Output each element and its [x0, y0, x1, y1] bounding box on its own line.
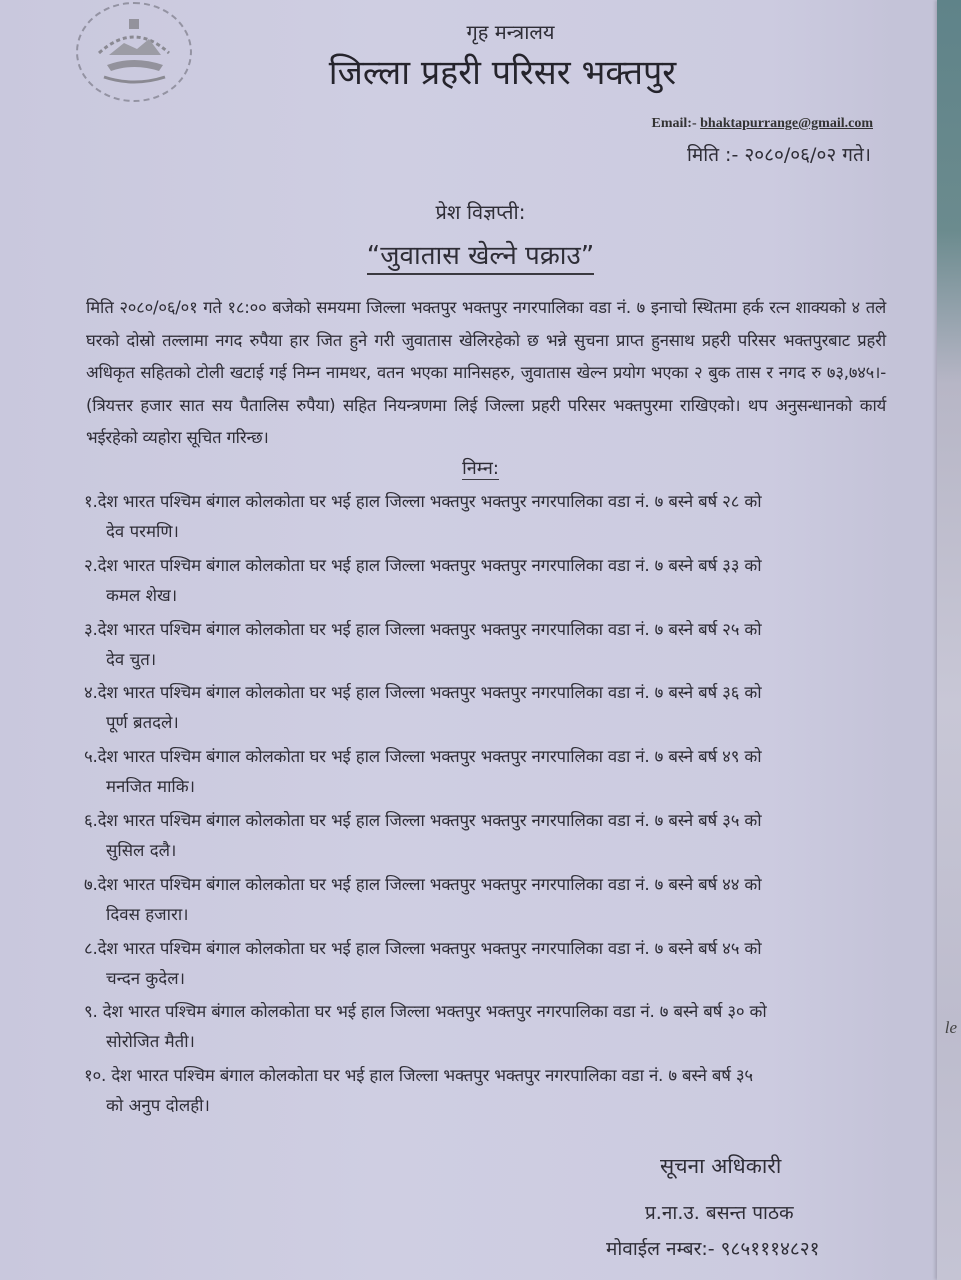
paper-right-edge	[937, 0, 961, 1280]
list-item-line1: ९. देश भारत पश्चिम बंगाल कोलकोता घर भई हाल जिल्ला भक्तपुर भक्तपुर नगरपालिका वडा नं. ७ बस्ने बर्ष ३० को	[84, 1001, 767, 1022]
date-label: मिति :-	[686, 144, 739, 166]
list-item	[84, 741, 889, 805]
signature-title: सूचना अधिकारी	[660, 1154, 782, 1178]
list-item	[84, 933, 889, 997]
list-heading-text: निम्न:	[462, 458, 499, 479]
list-item-line1: ६.देश भारत पश्चिम बंगाल कोलकोता घर भई हाल जिल्ला भक्तपुर भक्तपुर नगरपालिका वडा नं. ७ बस्ने बर्ष ३५ को	[84, 809, 762, 830]
list-item-line1: ४.देश भारत पश्चिम बंगाल कोलकोता घर भई हाल जिल्ला भक्तपुर भक्तपुर नगरपालिका वडा नं. ७ बस्ने बर्ष ३६ को	[84, 682, 762, 703]
arrested-persons-list	[84, 486, 889, 1124]
list-item-name: देव परमणि।	[106, 521, 179, 541]
list-item-name: सुसिल दलै।	[106, 839, 177, 860]
list-item	[84, 805, 889, 869]
list-item-name: दिवस हजारा।	[106, 903, 189, 924]
email-address[interactable]: bhaktapurrange@gmail.com	[700, 116, 873, 131]
list-item-line1: १.देश भारत पश्चिम बंगाल कोलकोता घर भई हाल जिल्ला भक्तपुर भक्तपुर नगरपालिका वडा नं. ७ बस्ने बर्ष २८ को	[84, 491, 762, 511]
list-item-name: पूर्ण ब्रतदले।	[106, 712, 179, 733]
press-release-label: प्रेश विज्ञप्ती:	[435, 200, 526, 224]
list-item-line1: ७.देश भारत पश्चिम बंगाल कोलकोता घर भई हाल जिल्ला भक्तपुर भक्तपुर नगरपालिका वडा नं. ७ बस्ने बर्ष ४४ को	[84, 873, 762, 894]
list-item-line1: ३.देश भारत पश्चिम बंगाल कोलकोता घर भई हाल जिल्ला भक्तपुर भक्तपुर नगरपालिका वडा नं. ७ बस्ने बर्ष २५ को	[84, 618, 762, 639]
list-item	[84, 996, 889, 1060]
list-item	[84, 1060, 889, 1124]
list-item-name: कमल शेख।	[106, 584, 178, 605]
list-item	[84, 869, 889, 933]
list-item-name: मनजित माकि।	[106, 776, 196, 797]
background-page-mark: le	[944, 1018, 957, 1037]
signature-name: प्र.ना.उ. बसन्त पाठक	[645, 1202, 794, 1224]
email-label: Email:-	[651, 116, 697, 131]
list-item	[84, 677, 889, 741]
headline-text: “जुवातास खेल्ने पक्राउ”	[367, 241, 595, 275]
phone-number: ९८५१११४८२१	[720, 1238, 820, 1260]
date-line	[687, 141, 871, 167]
list-heading	[0, 456, 961, 480]
list-item	[84, 614, 889, 678]
body-paragraph: मिति २०८०/०६/०१ गते १८:०० बजेको समयमा जिल्ला भक्तपुर भक्तपुर नगरपालिका वडा नं. ७ इनाचो स्थितमा हर्क रत्न शाक्यको ४ तले घरको दोस्रो तल्लामा नगद रुपैया हार जित हुने गरी जुवातास खेलिरहेको छ भन्ने सुचना प्राप्त हुनसाथ प्रहरी परिसर भक्तपुरबाट प्रहरी अधिकृत सहितको टोली खटाई गई निम्न नामथर, वतन भएका मानिसहरु, जुवातास खेल्न प्रयोग भएका २ बुक तास र नगद रु ७३,७४५।- (त्रियत्तर हजार सात सय पैतालिस रुपैया) सहित नियन्त्रणमा लिई जिल्ला प्रहरी परिसर भक्तपुरमा राखिएको। थप अनुसन्धानको कार्य भईरहेको व्यहोरा सूचित गरिन्छ।	[86, 298, 886, 447]
list-item-line1: ८.देश भारत पश्चिम बंगाल कोलकोता घर भई हाल जिल्ला भक्तपुर भक्तपुर नगरपालिका वडा नं. ७ बस्ने बर्ष ४५ को	[84, 937, 762, 958]
date-value: २०८०/०६/०२ गते।	[744, 144, 871, 166]
ministry-name: गृह मन्त्रालय	[466, 20, 555, 44]
phone-label: मोवाईल नम्बर:-	[606, 1238, 715, 1260]
signature-phone	[606, 1235, 819, 1261]
headline	[0, 236, 961, 272]
list-item-line1: ५.देश भारत पश्चिम बंगाल कोलकोता घर भई हाल जिल्ला भक्तपुर भक्तपुर नगरपालिका वडा नं. ७ बस्ने बर्ष ४९ को	[84, 746, 762, 767]
list-item-line1: १०. देश भारत पश्चिम बंगाल कोलकोता घर भई हाल जिल्ला भक्तपुर भक्तपुर नगरपालिका वडा नं. ७ बस्ने बर्ष ३५	[84, 1065, 753, 1086]
list-item-line1: २.देश भारत पश्चिम बंगाल कोलकोता घर भई हाल जिल्ला भक्तपुर भक्तपुर नगरपालिका वडा नं. ७ बस्ने बर्ष ३३ को	[84, 554, 762, 575]
list-item-name: सोरोजित मैती।	[106, 1031, 195, 1052]
list-item-name: को अनुप दोलही।	[106, 1095, 210, 1116]
email-line	[652, 116, 873, 132]
list-item-name: देव चुत।	[106, 648, 157, 669]
list-item-name: चन्दन कुदेल।	[106, 967, 185, 988]
list-item	[84, 550, 889, 614]
office-title: जिल्ला प्रहरी परिसर भक्तपुर	[328, 53, 677, 93]
list-item	[84, 486, 889, 550]
